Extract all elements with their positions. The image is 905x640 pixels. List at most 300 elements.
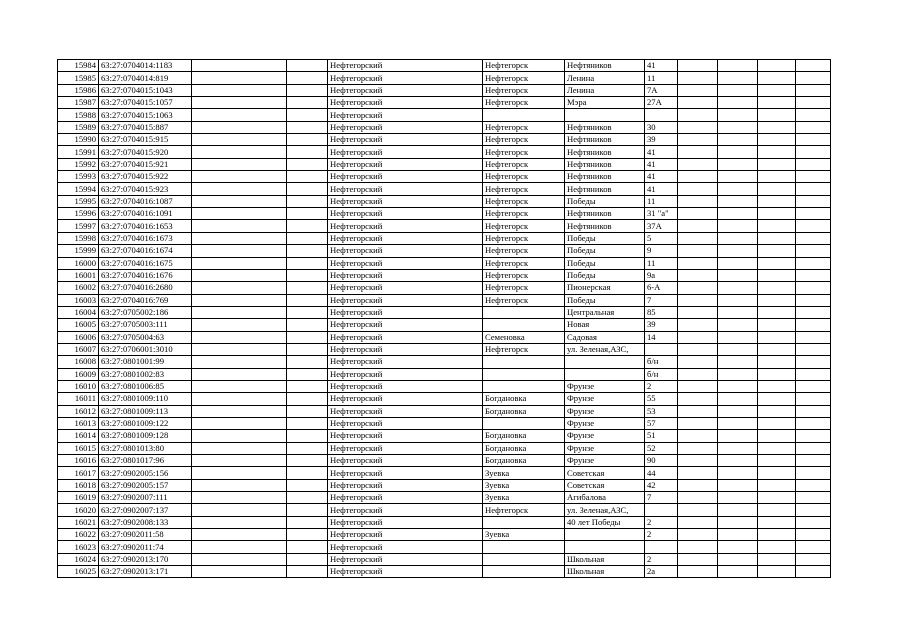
table-row [58,109,831,121]
locality-cell [483,516,565,528]
empty-cell [718,269,758,281]
row-number-cell: 16002 [58,282,99,294]
house-number-cell: б/н [645,368,678,380]
row-number-cell: 16010 [58,380,99,392]
empty-cell [287,183,328,195]
empty-cell [678,208,718,220]
house-number-cell: 41 [645,146,678,158]
empty-cell [718,146,758,158]
cadastral-number-cell: 63:27:0801009:128 [99,430,192,442]
cadastral-number-cell: 63:27:0704016:1674 [99,245,192,257]
empty-cell [287,393,328,405]
empty-cell [287,282,328,294]
table-row [58,417,831,429]
cadastral-number-cell: 63:27:0704016:1653 [99,220,192,232]
empty-cell [718,195,758,207]
house-number-cell: 11 [645,257,678,269]
empty-cell [796,442,831,454]
empty-cell [192,566,287,578]
row-number-cell: 15991 [58,146,99,158]
table-row [58,331,831,343]
empty-cell [678,492,718,504]
empty-cell [678,109,718,121]
empty-cell [796,72,831,84]
cadastral-number-cell: 63:27:0704015:920 [99,146,192,158]
table-row [58,245,831,257]
empty-cell [796,220,831,232]
row-number-cell: 15998 [58,232,99,244]
district-cell: Нефтегорский [328,467,483,479]
empty-cell [287,417,328,429]
empty-cell [758,516,796,528]
table-row [58,257,831,269]
row-number-cell: 16009 [58,368,99,380]
street-cell: Новая [565,319,645,331]
table-row [58,183,831,195]
empty-cell [678,343,718,355]
street-cell: Советская [565,479,645,491]
house-number-cell: 85 [645,306,678,318]
locality-cell: Нефтегорск [483,232,565,244]
district-cell: Нефтегорский [328,146,483,158]
street-cell: Нефтяников [565,158,645,170]
locality-cell: Нефтегорск [483,343,565,355]
empty-cell [796,368,831,380]
cadastral-number-cell: 63:27:0704015:1057 [99,97,192,109]
empty-cell [758,269,796,281]
cadastral-number-cell: 63:27:0801009:113 [99,405,192,417]
empty-cell [758,455,796,467]
empty-cell [192,220,287,232]
cadastral-number-cell: 63:27:0902013:170 [99,553,192,565]
empty-cell [678,60,718,72]
cadastral-number-cell: 63:27:0705002:186 [99,306,192,318]
cadastral-number-cell: 63:27:0704015:923 [99,183,192,195]
empty-cell [192,529,287,541]
empty-cell [678,405,718,417]
empty-cell [718,60,758,72]
empty-cell [796,60,831,72]
empty-cell [192,405,287,417]
table-row [58,269,831,281]
house-number-cell: 2 [645,516,678,528]
district-cell: Нефтегорский [328,504,483,516]
street-cell: Нефтяников [565,134,645,146]
cadastral-number-cell: 63:27:0902011:58 [99,529,192,541]
empty-cell [192,282,287,294]
empty-cell [287,516,328,528]
house-number-cell [645,541,678,553]
house-number-cell: 37А [645,220,678,232]
empty-cell [758,417,796,429]
empty-cell [718,134,758,146]
row-number-cell: 15986 [58,84,99,96]
table-row [58,516,831,528]
empty-cell [287,208,328,220]
empty-cell [796,232,831,244]
empty-cell [796,343,831,355]
empty-cell [192,492,287,504]
house-number-cell: 2 [645,529,678,541]
district-cell: Нефтегорский [328,442,483,454]
empty-cell [192,84,287,96]
row-number-cell: 16008 [58,356,99,368]
empty-cell [287,220,328,232]
street-cell: Пионерская [565,282,645,294]
house-number-cell: 90 [645,455,678,467]
district-cell: Нефтегорский [328,356,483,368]
cadastral-number-cell: 63:27:0704016:1087 [99,195,192,207]
empty-cell [718,566,758,578]
empty-cell [718,220,758,232]
district-cell: Нефтегорский [328,405,483,417]
table-row [58,146,831,158]
locality-cell [483,566,565,578]
house-number-cell: 5 [645,232,678,244]
table-row [58,282,831,294]
table-row [58,84,831,96]
empty-cell [287,319,328,331]
locality-cell: Богдановка [483,393,565,405]
house-number-cell [645,504,678,516]
empty-cell [796,306,831,318]
district-cell: Нефтегорский [328,171,483,183]
district-cell: Нефтегорский [328,306,483,318]
house-number-cell: 2 [645,380,678,392]
empty-cell [678,72,718,84]
house-number-cell: 31 "а" [645,208,678,220]
empty-cell [758,541,796,553]
empty-cell [718,319,758,331]
locality-cell: Нефтегорск [483,72,565,84]
empty-cell [678,479,718,491]
locality-cell: Нефтегорск [483,121,565,133]
table-row [58,220,831,232]
cadastral-number-cell: 63:27:0801009:122 [99,417,192,429]
row-number-cell: 16006 [58,331,99,343]
empty-cell [758,134,796,146]
empty-cell [718,405,758,417]
row-number-cell: 15995 [58,195,99,207]
empty-cell [678,393,718,405]
cadastral-number-cell: 63:27:0902007:137 [99,504,192,516]
empty-cell [287,553,328,565]
locality-cell: Богдановка [483,442,565,454]
empty-cell [678,455,718,467]
empty-cell [796,146,831,158]
cadastral-number-cell: 63:27:0902008:133 [99,516,192,528]
empty-cell [287,566,328,578]
street-cell: Агибалова [565,492,645,504]
empty-cell [678,380,718,392]
empty-cell [678,368,718,380]
cadastral-number-cell: 63:27:0801002:83 [99,368,192,380]
house-number-cell: 7 [645,294,678,306]
cadastral-number-cell: 63:27:0801017:96 [99,455,192,467]
row-number-cell: 15993 [58,171,99,183]
empty-cell [718,72,758,84]
empty-cell [796,269,831,281]
empty-cell [678,442,718,454]
house-number-cell: 27А [645,97,678,109]
empty-cell [718,331,758,343]
empty-cell [758,158,796,170]
empty-cell [718,306,758,318]
row-number-cell: 16016 [58,455,99,467]
cadastral-number-cell: 63:27:0704014:1183 [99,60,192,72]
row-number-cell: 16003 [58,294,99,306]
street-cell: Ленина [565,84,645,96]
table-row [58,72,831,84]
district-cell: Нефтегорский [328,282,483,294]
district-cell: Нефтегорский [328,121,483,133]
empty-cell [678,306,718,318]
street-cell: Центральная [565,306,645,318]
house-number-cell: б/н [645,356,678,368]
locality-cell: Зуевка [483,492,565,504]
empty-cell [718,553,758,565]
row-number-cell: 16011 [58,393,99,405]
empty-cell [192,109,287,121]
empty-cell [758,232,796,244]
cadastral-number-cell: 63:27:0704016:1675 [99,257,192,269]
street-cell: Победы [565,294,645,306]
table-row [58,195,831,207]
empty-cell [718,245,758,257]
house-number-cell: 7А [645,84,678,96]
empty-cell [718,368,758,380]
cadastral-number-cell: 63:27:0705003:111 [99,319,192,331]
district-cell: Нефтегорский [328,72,483,84]
row-number-cell: 16019 [58,492,99,504]
cadastral-number-cell: 63:27:0704016:1676 [99,269,192,281]
house-number-cell: 11 [645,72,678,84]
cadastral-number-cell: 63:27:0902005:156 [99,467,192,479]
empty-cell [192,516,287,528]
empty-cell [678,269,718,281]
empty-cell [718,393,758,405]
house-number-cell: 55 [645,393,678,405]
cadastral-number-cell: 63:27:0801006:85 [99,380,192,392]
row-number-cell: 16022 [58,529,99,541]
empty-cell [718,158,758,170]
street-cell: Мэра [565,97,645,109]
locality-cell: Нефтегорск [483,183,565,195]
street-cell: Ленина [565,72,645,84]
row-number-cell: 15997 [58,220,99,232]
empty-cell [192,294,287,306]
cadastral-number-cell: 63:27:0705004:63 [99,331,192,343]
street-cell: 40 лет Победы [565,516,645,528]
cadastral-number-cell: 63:27:0902007:111 [99,492,192,504]
locality-cell: Нефтегорск [483,84,565,96]
empty-cell [796,430,831,442]
empty-cell [758,343,796,355]
empty-cell [758,393,796,405]
street-cell: Нефтяников [565,60,645,72]
empty-cell [287,72,328,84]
house-number-cell: 41 [645,183,678,195]
empty-cell [758,245,796,257]
house-number-cell: 51 [645,430,678,442]
empty-cell [287,171,328,183]
empty-cell [287,356,328,368]
row-number-cell: 15988 [58,109,99,121]
table-body [58,60,831,578]
empty-cell [287,541,328,553]
empty-cell [718,455,758,467]
empty-cell [287,158,328,170]
district-cell: Нефтегорский [328,183,483,195]
empty-cell [796,195,831,207]
locality-cell: Нефтегорск [483,220,565,232]
empty-cell [796,158,831,170]
table-row [58,430,831,442]
district-cell: Нефтегорский [328,516,483,528]
empty-cell [192,319,287,331]
empty-cell [718,516,758,528]
locality-cell: Нефтегорск [483,282,565,294]
empty-cell [192,183,287,195]
empty-cell [192,195,287,207]
empty-cell [796,393,831,405]
empty-cell [192,343,287,355]
house-number-cell: 6-А [645,282,678,294]
table-row [58,343,831,355]
empty-cell [192,245,287,257]
empty-cell [796,553,831,565]
empty-cell [758,60,796,72]
empty-cell [718,380,758,392]
empty-cell [192,232,287,244]
empty-cell [192,504,287,516]
locality-cell [483,109,565,121]
empty-cell [678,467,718,479]
empty-cell [718,479,758,491]
house-number-cell: 9 [645,245,678,257]
row-number-cell: 15989 [58,121,99,133]
empty-cell [758,84,796,96]
empty-cell [758,72,796,84]
empty-cell [758,492,796,504]
row-number-cell: 16000 [58,257,99,269]
empty-cell [758,171,796,183]
empty-cell [192,208,287,220]
empty-cell [678,282,718,294]
cadastral-number-cell: 63:27:0704015:921 [99,158,192,170]
table-row [58,171,831,183]
empty-cell [758,294,796,306]
empty-cell [287,97,328,109]
empty-cell [678,529,718,541]
empty-cell [796,529,831,541]
cadastral-number-cell: 63:27:0704014:819 [99,72,192,84]
locality-cell [483,417,565,429]
house-number-cell: 30 [645,121,678,133]
empty-cell [287,405,328,417]
row-number-cell: 15990 [58,134,99,146]
row-number-cell: 16015 [58,442,99,454]
empty-cell [796,208,831,220]
empty-cell [758,257,796,269]
empty-cell [796,294,831,306]
empty-cell [678,541,718,553]
row-number-cell: 15999 [58,245,99,257]
empty-cell [287,134,328,146]
cadastral-number-cell: 63:27:0704016:1673 [99,232,192,244]
empty-cell [287,368,328,380]
house-number-cell: 39 [645,134,678,146]
registry-table [57,59,831,578]
row-number-cell: 16014 [58,430,99,442]
cadastral-number-cell: 63:27:0704016:1091 [99,208,192,220]
street-cell: Нефтяников [565,121,645,133]
empty-cell [718,208,758,220]
locality-cell: Нефтегорск [483,257,565,269]
street-cell: Победы [565,232,645,244]
empty-cell [758,553,796,565]
house-number-cell: 42 [645,479,678,491]
table-row [58,121,831,133]
row-number-cell: 15984 [58,60,99,72]
locality-cell: Богдановка [483,455,565,467]
street-cell: Победы [565,195,645,207]
empty-cell [678,553,718,565]
empty-cell [678,566,718,578]
table-row [58,442,831,454]
empty-cell [287,294,328,306]
empty-cell [758,183,796,195]
cadastral-number-cell: 63:27:0704016:2680 [99,282,192,294]
empty-cell [718,417,758,429]
empty-cell [287,195,328,207]
empty-cell [796,467,831,479]
district-cell: Нефтегорский [328,208,483,220]
empty-cell [192,430,287,442]
row-number-cell: 16025 [58,566,99,578]
row-number-cell: 16021 [58,516,99,528]
empty-cell [678,171,718,183]
district-cell: Нефтегорский [328,319,483,331]
house-number-cell: 41 [645,60,678,72]
row-number-cell: 16007 [58,343,99,355]
street-cell: Фрунзе [565,455,645,467]
district-cell: Нефтегорский [328,109,483,121]
district-cell: Нефтегорский [328,257,483,269]
table-row [58,306,831,318]
row-number-cell: 15992 [58,158,99,170]
empty-cell [796,183,831,195]
district-cell: Нефтегорский [328,566,483,578]
cadastral-number-cell: 63:27:0706001:3010 [99,343,192,355]
empty-cell [758,380,796,392]
empty-cell [718,442,758,454]
table-row [58,134,831,146]
row-number-cell: 16012 [58,405,99,417]
row-number-cell: 16017 [58,467,99,479]
district-cell: Нефтегорский [328,368,483,380]
table-row [58,492,831,504]
empty-cell [718,183,758,195]
district-cell: Нефтегорский [328,232,483,244]
house-number-cell: 52 [645,442,678,454]
district-cell: Нефтегорский [328,294,483,306]
street-cell: Победы [565,245,645,257]
empty-cell [758,529,796,541]
district-cell: Нефтегорский [328,195,483,207]
locality-cell: Нефтегорск [483,195,565,207]
locality-cell: Нефтегорск [483,134,565,146]
